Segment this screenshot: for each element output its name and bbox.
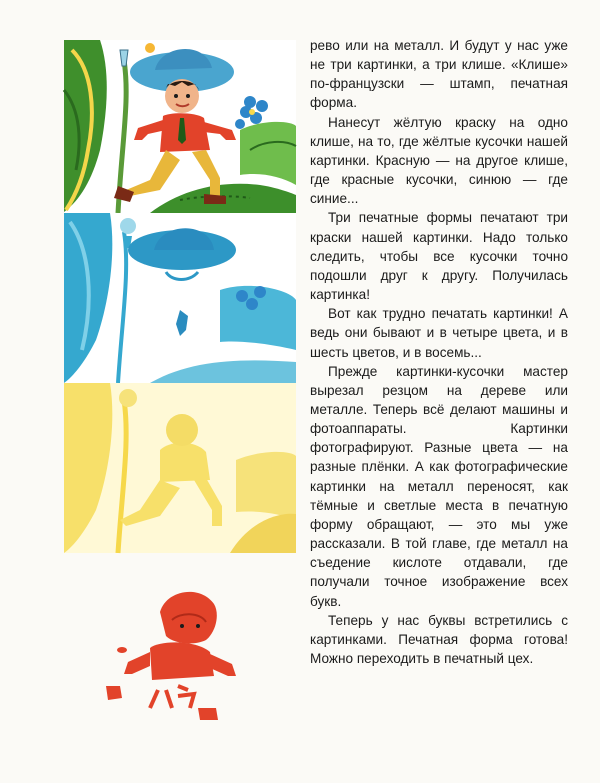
paragraph: Прежде картинки-кусочки мастер вырезал резцом на дереве или металле. Теперь всё делают машины и фотоаппараты. Картинки фотографируют. Разные цвета — на разные плёнки. А как фотографические картинки на металл переносят, как тёмные и светлые места в печатную форму обращают, — это мы уже рассказали. В той главе, где металл на съедение кислоте отдавали, где получали точное изображение всех букв. <box>310 363 568 609</box>
paragraph: Нанесут жёлтую краску на одно клише, на то, где жёлтые кусочки нашей картинки. Красную — на другое клише, где красные кусочки, синюю — где синие... <box>310 114 568 207</box>
paragraph: Три печатные формы печатают три краски нашей картинки. Надо только следить, чтобы все кусочки точно подошли друг к другу. Получилась картинка! <box>310 210 568 303</box>
paragraph: Вот как трудно печатать картинки! А ведь они бывают и в четыре цвета, и в шесть цветов, и в восемь... <box>310 306 568 360</box>
red-plate-figure <box>106 592 236 720</box>
full-color-panel <box>64 40 296 213</box>
paragraph: рево или на металл. И будут у нас уже не три картинки, а три клише. «Клише» по-французски — штамп, печатная форма. <box>310 38 568 111</box>
paragraph: Теперь у нас буквы встретились с картинками. Печатная форма готова! Можно переходить в печатный цех. <box>310 612 568 666</box>
body-text <box>310 36 568 668</box>
blue-plate-panel <box>64 213 296 383</box>
yellow-plate-panel <box>64 383 296 553</box>
